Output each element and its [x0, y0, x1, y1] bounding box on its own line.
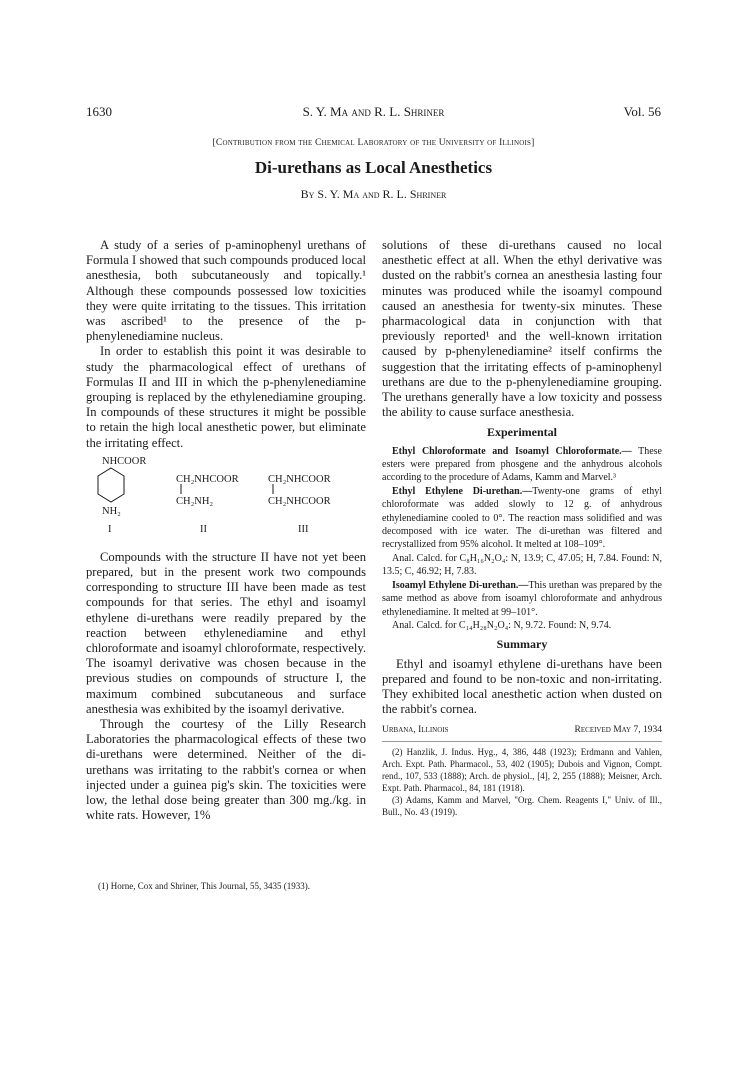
exp-subheading: Ethyl Ethylene Di-urethan.— — [392, 485, 533, 497]
benzene-ring-icon — [96, 467, 126, 503]
received-line — [382, 723, 662, 738]
paragraph: solutions of these di-urethans caused no local anesthetic effect at all. When the ethyl derivative was dusted on the rabbit's cornea an anesthesia lasting four minutes was produced while the isoamyl compound caused an anesthesia for twenty-six minutes. These pharmacological data in conjunction with that previously reported¹ and the well-known irritation caused by p-phenylenediamine² itself confirms the suggestion that the irritating effects of p-aminophenyl urethans are due to the p-phenylenediamine grouping. The urethans generally have a low toxicity and possess the ability to cause surface anesthesia. — [382, 238, 662, 420]
formula-i-bottom: NH₂ — [102, 505, 121, 517]
summary-heading: Summary — [496, 637, 548, 652]
left-column — [86, 238, 366, 824]
formula-i-label: I — [108, 523, 112, 535]
volume-label: Vol. 56 — [623, 104, 661, 119]
right-column — [382, 238, 662, 818]
running-authors: S. Y. Ma and R. L. Shriner — [302, 104, 445, 119]
paragraph: Compounds with the structure II have not yet been prepared, but in the present work two compounds corresponding to structure III have been made as test compounds for that series. The ethyl and isoamyl ethylene di-urethans were readily prepared by the reaction between ethylenediamine and ethyl chloroformate and isoamyl chloroformate, respectively. The isoamyl derivative was chosen because in the previous studies on compounds of structure I, the maximum combined subcutaneous and surface anesthesia was exhibited by the isoamyl derivative. — [86, 549, 366, 716]
formula-ii-label: II — [200, 523, 207, 535]
bond-line-icon — [271, 484, 275, 494]
experimental-heading: Experimental — [487, 425, 557, 440]
paragraph: A study of a series of p-aminophenyl urethans of Formula I showed that such compounds produced local anesthesia, both subcutaneously and topically.¹ Although these compounds possessed low toxicities they were quite irritating to the tissues. This irritation was ascribed¹ to the presence of the p-phenylenediamine nucleus. — [86, 238, 366, 344]
exp-text: This urethan was prepared by the same method as above from isoamyl chloroformate and anhydrous ethylenediamine. It melted at 99–101°. — [382, 579, 662, 618]
received-date: Received May 7, 1934 — [574, 725, 662, 736]
footnote-1: (1) Horne, Cox and Shriner, This Journal, 55, 3435 (1933). — [98, 881, 310, 891]
divider — [382, 741, 662, 742]
analysis-line: Anal. Calcd. for C₁₄H₂₈N₂O₄: N, 9.72. Found: N, 9.74. — [392, 619, 612, 631]
analysis-line: Anal. Calcd. for C₈H₁₆N₂O₄: N, 13.9; C, 47.05; H, 7.84. Found: N, 13.5; C, 46.92; H, 7.83. — [382, 552, 662, 578]
exp-subheading: Isoamyl Ethylene Di-urethan.— — [392, 579, 529, 591]
contribution-line: [Contribution from the Chemical Laboratory of the University of Illinois] — [212, 138, 535, 148]
formula-iii-label: III — [298, 523, 309, 535]
references — [382, 746, 662, 818]
footnote-2: (2) Hanzlik, J. Indus. Hyg., 4, 386, 448 (1923); Erdmann and Vahlen, Arch. Expt. Path. Pharmacol., 53, 402 (1905); Dubois and Vignon, Compt. rend., 107, 533 (1888); Arch. de physiol., [4], 2, 255 (1888); Meisner, Arch. Expt. Path. Pharmacol., 84, 181 (1918). — [382, 747, 662, 794]
formula-ii-top: CH₂NHCOOR — [176, 473, 239, 485]
paragraph: Through the courtesy of the Lilly Research Laboratories the pharmacological effects of these two di-urethans were determined. Neither of the di-urethans was irritating to the rabbit's cornea or when injected under a guinea pig's skin. The toxicities were low, the lethal dose being greater than 300 mg./kg. in white rats. However, 1% — [86, 717, 366, 823]
structural-formulas — [86, 454, 366, 546]
exp-text: Twenty-one grams of ethyl chloroformate was added slowly to 12 g. of anhydrous ethylenediamine cooled to 0°. The reaction mass solidified and was decomposed with ice water. The di-urethan was filtered and recrystallized from 95% alcohol. It melted at 108–109°. — [382, 485, 662, 551]
running-head — [86, 104, 661, 122]
exp-subheading: Ethyl Chloroformate and Isoamyl Chloroformate.— — [392, 445, 632, 457]
formula-ii-bottom: CH₂NH₂ — [176, 495, 214, 507]
formula-i-top: NHCOOR — [102, 455, 147, 467]
formula-iii-top: CH₂NHCOOR — [268, 473, 331, 485]
article-title: Di-urethans as Local Anesthetics — [254, 158, 493, 177]
formula-iii-bottom: CH₂NHCOOR — [268, 495, 331, 507]
paragraph: In order to establish this point it was desirable to study the pharmacological effect of urethans of Formulas II and III in which the p-phenylenediamine grouping is replaced by the ethylenediamine grouping. In compounds of these structures it might be possible to retain the high local anesthetic power, but eliminate the irritating effect. — [86, 344, 366, 450]
bond-line-icon — [179, 484, 183, 494]
byline: By S. Y. Ma and R. L. Shriner — [300, 187, 447, 201]
summary-paragraph: Ethyl and isoamyl ethylene di-urethans have been prepared and found to be non-toxic and non-irritating. They exhibited local anesthetic action when dusted on the rabbit's cornea. — [382, 656, 662, 717]
footnote-3: (3) Adams, Kamm and Marvel, "Org. Chem. Reagents I," Univ. of Ill., Bull., No. 43 (1919). — [382, 795, 662, 818]
page-number: 1630 — [86, 104, 112, 119]
exp-text: These esters were prepared from phosgene and the anhydrous alcohols according to the procedure of Adams, Kamm and Marvel.³ — [382, 445, 662, 484]
location: Urbana, Illinois — [382, 725, 449, 736]
experimental-section — [382, 445, 662, 633]
